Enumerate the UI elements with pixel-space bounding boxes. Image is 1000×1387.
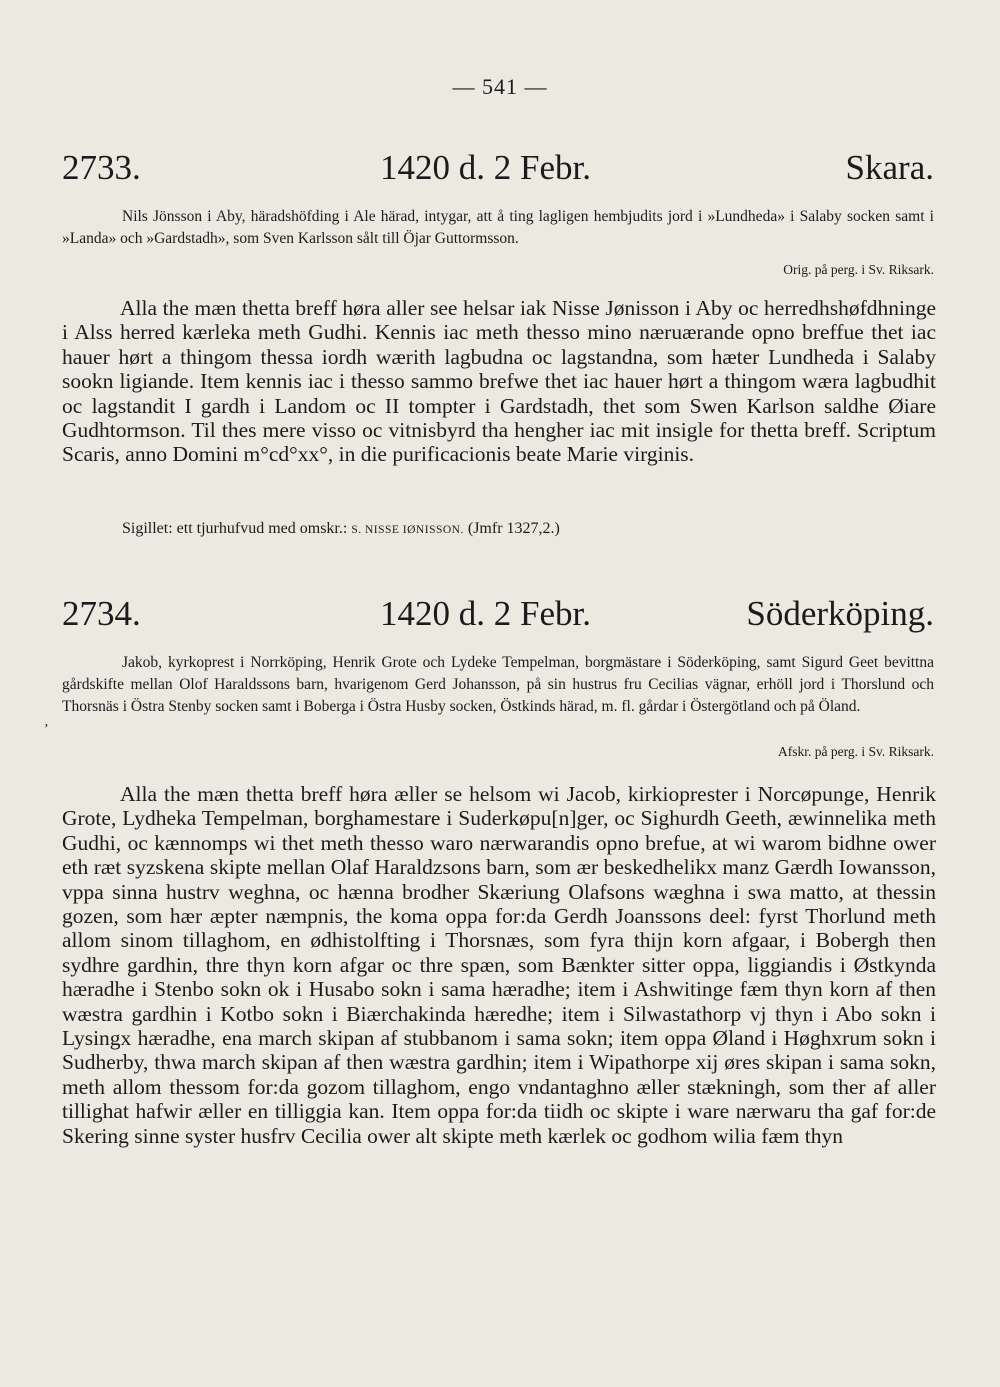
entry-date: 1420 d. 2 Febr. — [380, 594, 591, 633]
letter-text: Alla the mæn thetta breff høra æller se helsom wi Jacob, kirkioprester i Norcøpunge, Henrik Grote, Lydheka Tempelman, borghamestare i Suderkøpu[n]ger, oc Sighurdh Geeth, æwinnelika meth Gudhi, oc kænnomps wi thet meth thesso waro nærwarandis opno brefue, at wi warom bidhne ower eth ræt syzskena skipte mellan Olaf Haraldzsons barn, som ær beskedhelikx manz Gærdh Iowansson, vppa sinna hustrv weghna, oc hænna brodher Skæriung Olafsons wæghna i swa matto, at thessin gozen, som hær æpter næmpnis, the koma oppa for:da Gerdh Joanssons deel: fyrst Thorlund meth allom sinom tillaghom, en ødhistolfting i Thorsnæs, som fyra thijn korn afgaar, i Bobergh then sydhre gardhin, thre thyn korn afgar oc thre spæn, som Bænkter sitter oppa, liggiandis i Østkynda hæradhe i Stenbo sokn ok i Husabo sokn i sama hæradhe; item i Ashwitinge fæm thyn korn af then wæstra gardhin i Kotbo sokn i Biærchakinda hæredhe; item i Silwastathorp vj thyn i Abo sokn i Lysingx hæradhe, ena march skipan af stubbanom i sama sokn; item oppa Øland i Høghxrum sokn i Sudherby, thwa march skipan af then wæstra gardhin; item i Wipathorpe xij øres skipan i sama sokn, meth allom thessom for:da gozom tillaghom, engo vndantaghno æller stækningh, som ther af aller tillighat hafwir æller en tilliggia kan. Item oppa for:da tiidh oc skipte i ware nærwaru tha gaf for:de Skering sinne syster husfrv Cecilia ower alt skipte meth kærlek oc godhom wilia fæm thyn — [62, 782, 936, 1148]
seal-note — [122, 520, 560, 538]
source-reference: Orig. på perg. i Sv. Riksark. — [783, 262, 934, 277]
seal-reference: (Jmfr 1327,2.) — [467, 520, 560, 537]
entry-place: Söderköping. — [746, 594, 934, 633]
source-reference: Afskr. på perg. i Sv. Riksark. — [778, 744, 934, 759]
entry-place: Skara. — [845, 148, 934, 187]
entry-number: 2733. — [62, 148, 141, 187]
entry-heading — [62, 594, 934, 634]
entry-date: 1420 d. 2 Febr. — [380, 148, 591, 187]
seal-legend: S. NISSE IØNISSON. — [351, 524, 464, 536]
letter-text: Alla the mæn thetta breff høra aller see helsar iak Nisse Jønisson i Aby oc herredhshøfdhninge i Alss herred kærleka meth Gudhi. Kennis iac meth thesso mino næruærande opno breffue thet iac hauer hørt a thingom thessa iordh wærith lagbudna oc lagstandna, som hæter Lundheda i Salaby sookn ligiande. Item kennis iac i thesso sammo brefwe thet iac hauer hørt a thingom wæra lagbudhit oc lagstandit I gardh i Landom oc II tompter i Gardstadh, thet som Swen Karlson saldhe Øiare Gudhtormson. Til thes mere visso oc vitnisbyrd tha hengher iac mit insigle for thetta breff. Scriptum Scaris, anno Domini m°cd°xx°, in die purificacionis beate Marie virginis. — [62, 296, 936, 467]
seal-description: Sigillet: ett tjurhufvud med omskr.: — [122, 520, 348, 537]
page-number: — 541 — — [452, 74, 548, 99]
entry-summary: Jakob, kyrkoprest i Norrköping, Henrik Grote och Lydeke Tempelman, borgmästare i Söderköping, samt Sigurd Geet bevittna gårdskifte mellan Olof Haraldssons barn, hvarigenom Gerd Johansson, på sin hustrus fru Cecilias vägnar, erhöll jord i Thorslund och Thorsnäs i Östra Stenby socken samt i Boberga i Östra Husby socken, Östkinds härad, m. fl. gårdar i Östergötland och på Öland. — [62, 654, 934, 715]
margin-mark: ʼ — [44, 722, 49, 737]
entry-summary: Nils Jönsson i Aby, häradshöfding i Ale härad, intygar, att å ting lagligen hembjudits jord i »Lundheda» i Salaby socken samt i »Landa» och »Gardstadh», som Sven Karlsson sålt till Öjar Guttormsson. — [62, 208, 934, 247]
entry-heading — [62, 148, 934, 188]
entry-number: 2734. — [62, 594, 141, 633]
